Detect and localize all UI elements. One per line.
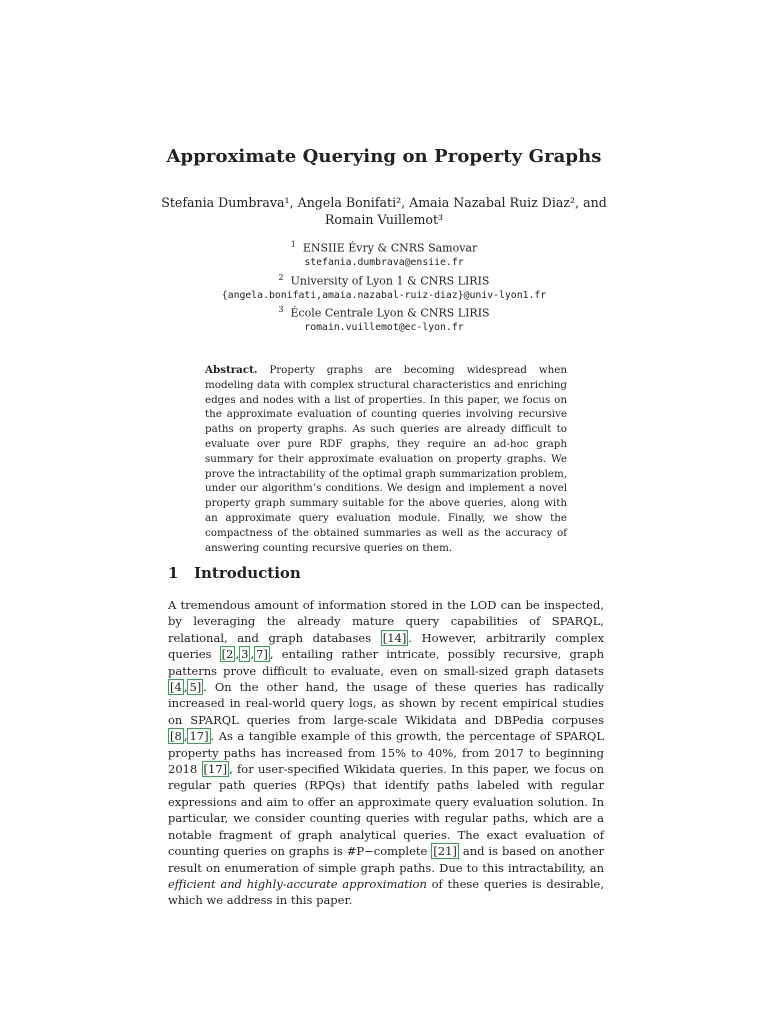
body-text: . However, arbitrarily complex queries	[168, 630, 604, 662]
citation-link[interactable]: [14]	[382, 630, 407, 645]
affiliation-marker: 2	[278, 272, 284, 282]
authors-line-2: Romain Vuillemot³	[324, 212, 444, 227]
paper-title: Approximate Querying on Property Graphs	[166, 146, 602, 167]
affiliation-marker: 3	[278, 305, 284, 315]
section-heading	[168, 564, 301, 582]
authors-line-1: Stefania Dumbrava¹, Angela Bonifati², Amaia Nazabal Ruiz Diaz², and	[161, 195, 607, 210]
body-text: of these queries is desirable, which we address in this paper.	[168, 876, 604, 908]
affiliation-1	[150, 238, 618, 256]
affiliation-email: romain.vuillemot@ec-lyon.fr	[304, 322, 464, 334]
citation-link[interactable]: [17]	[203, 762, 228, 777]
emphasis-text: efficient and highly-accurate approximation	[168, 876, 427, 891]
body-text: . As a tangible example of this growth, the percentage of SPARQL property paths has increased from 15% to 40%, from 2017 to beginning 2018	[168, 729, 604, 777]
body-text: A tremendous amount of information stored in the LOD can be inspected, by leveraging the already mature query capabilities of SPARQL, relational, and graph databases	[168, 598, 604, 645]
affiliation-name: ENSIIE Évry & CNRS Samovar	[302, 241, 478, 255]
citation-link[interactable]: 5]	[189, 680, 202, 695]
abstract	[205, 363, 567, 555]
body-text: . On the other hand, the usage of these queries has radically increased in real-world query logs, as shown by recent empirical studies on SPARQL queries from large-scale Wikidata and DBPedia corpuses	[168, 680, 604, 727]
section-title: Introduction	[194, 564, 301, 582]
citation-link[interactable]: 7]	[256, 647, 268, 662]
citation-link[interactable]: [2	[221, 647, 234, 662]
affiliation-name: University of Lyon 1 & CNRS LIRIS	[290, 274, 490, 288]
body-text: , for user-specified Wikidata queries. In this paper, we focus on regular path queries (RPQs) that identify paths labeled with regular expressions and aim to offer an approximate query evaluation solution. In particular, we consider counting queries with regular paths, which are a notable fragment of graph analytical queries. The exact evaluation of counting queries on graphs is #P−complete	[168, 762, 604, 859]
affiliation-2	[150, 271, 618, 289]
abstract-label: Abstract.	[205, 364, 258, 376]
affiliation-marker: 1	[290, 240, 296, 249]
abstract-text: Property graphs are becoming widespread when modeling data with complex structural characteristics and enriching edges and nodes with a list of properties. In this paper, we focus on the approximate evaluation of counting queries involving recursive paths on property graphs. As such queries are already difficult to evaluate over pure RDF graphs, they require an ad-hoc graph summary for their approximate evaluation on property graphs. We prove the intractability of the optimal graph summarization problem, under our algorithm’s conditions. We design and implement a novel property graph summary suitable for the above queries, along with an approximate query evaluation module. Finally, we show the compactness of the obtained summaries as well as the accuracy of answering counting recursive queries on them.	[205, 364, 567, 554]
citation-link[interactable]: 17]	[189, 729, 209, 744]
section-number: 1	[168, 564, 179, 582]
body-text: and is based on another result on enumeration of simple graph paths. Due to this intractability, an	[168, 844, 604, 875]
affiliations	[150, 238, 618, 336]
citation-link[interactable]: [21]	[433, 844, 457, 859]
citation-link[interactable]: [4	[170, 680, 182, 695]
citation-link[interactable]: 3	[241, 647, 249, 662]
affiliation-3	[150, 303, 618, 321]
affiliation-name: École Centrale Lyon & CNRS LIRIS	[290, 306, 490, 320]
intro-paragraph: A tremendous amount of information stored in the LOD can be inspected, by leveraging the already mature query capabilities of SPARQL, relational, and graph databases [14] . However, arbitrarily complex queries [2 , 3 , 7] , entailing rather intricate, possibly recursive, graph patterns prove difficult to evaluate, even on small-sized graph datasets [4 , 5] . On the other hand, the usage of these queries has radically increased in real-world query logs, as shown by recent empirical studies on SPARQL queries from large-scale Wikidata and DBPedia corpuses [8 , 17] . As a tangible example of this growth, the percentage of SPARQL property paths has increased from 15% to 40%, from 2017 to beginning 2018 [17] , for user-specified Wikidata queries. In this paper, we focus on regular path queries (RPQs) that identify paths labeled with regular expressions and aim to offer an approximate query evaluation solution. In particular, we consider counting queries with regular paths, which are a notable fragment of graph analytical queries. The exact evaluation of counting queries on graphs is #P−complete [21] and is based on another result on enumeration of simple graph paths. Due to this intractability, an efficient and highly-accurate approximation of these queries is desirable, which we address in this paper.	[168, 598, 604, 908]
affiliation-email: {angela.bonifati,amaia.nazabal-ruiz-diaz}@univ-lyon1.fr	[221, 289, 547, 301]
body-text: , entailing rather intricate, possibly recursive, graph patterns prove difficult to evaluate, even on small-sized graph datasets	[168, 647, 604, 678]
affiliation-email: stefania.dumbrava@ensiie.fr	[304, 257, 464, 269]
citation-link[interactable]: [8	[170, 729, 182, 744]
author-list	[160, 194, 608, 228]
